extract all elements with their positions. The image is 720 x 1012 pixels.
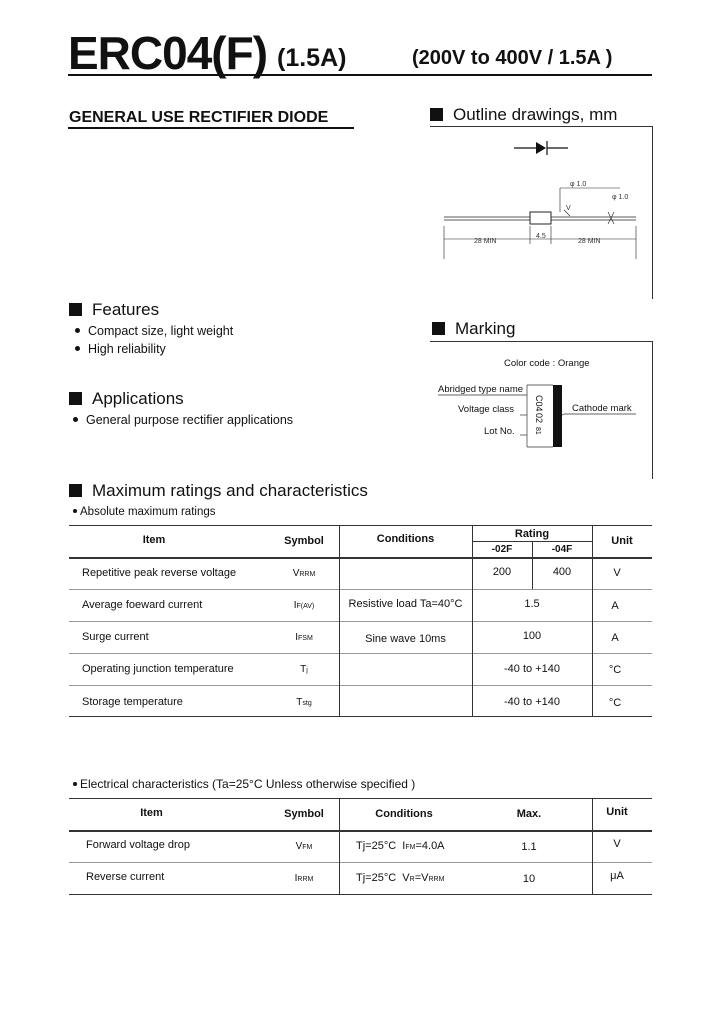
row-symbol xyxy=(269,841,339,852)
symbol-subscript: F(AV) xyxy=(296,603,315,610)
marking-diagram xyxy=(430,341,652,478)
col-header-rating: Rating xyxy=(514,528,550,540)
feature-item-text: High reliability xyxy=(88,342,166,356)
row-symbol xyxy=(269,568,339,579)
row-conditions xyxy=(356,872,444,884)
table-rule xyxy=(69,653,652,654)
symbol-letter: V xyxy=(295,841,303,852)
symbol-letter: I xyxy=(295,632,298,643)
square-bullet-icon xyxy=(69,484,82,497)
features-heading xyxy=(69,300,159,320)
electrical-subheading xyxy=(73,776,415,792)
row-conditions xyxy=(356,840,445,852)
square-bullet-icon xyxy=(69,303,82,316)
symbol-subscript: RRM xyxy=(299,571,316,578)
row-unit: V xyxy=(613,838,621,850)
table-rule xyxy=(69,894,652,895)
ratings-heading xyxy=(69,481,368,501)
row-symbol xyxy=(269,873,339,884)
row-unit: μA xyxy=(610,870,624,882)
table-rule xyxy=(592,525,593,717)
row-max: 10 xyxy=(522,873,536,885)
col-header-unit: Unit xyxy=(606,806,628,818)
symbol-letter: I xyxy=(293,600,297,611)
row-symbol xyxy=(269,664,339,675)
ratings-heading-text: Maximum ratings and characteristics xyxy=(92,481,368,500)
col-header-symbol: Symbol xyxy=(284,535,324,547)
row-unit: °C xyxy=(608,664,622,676)
row-unit: V xyxy=(613,567,621,579)
electrical-subheading-text: Electrical characteristics (Ta=25°C Unless otherwise specified ) xyxy=(80,777,416,791)
row-value: 100 xyxy=(522,630,542,642)
row-item: Average foeward current xyxy=(82,599,203,611)
row-symbol xyxy=(269,600,339,611)
col-header-conditions: Conditions xyxy=(375,808,433,820)
symbol-letter: T xyxy=(300,664,307,675)
row-value-02f: 200 xyxy=(492,566,512,578)
device-description: GENERAL USE RECTIFIER DIODE xyxy=(69,109,329,126)
square-bullet-icon xyxy=(430,108,443,121)
dim-lead-left: 28 MIN xyxy=(474,238,497,245)
dim-body-dia: φ 1.0 xyxy=(570,181,587,188)
row-unit: °C xyxy=(608,697,622,709)
square-bullet-icon xyxy=(432,322,445,335)
row-unit: A xyxy=(611,600,619,612)
symbol-letter: V xyxy=(292,568,300,579)
row-symbol xyxy=(269,697,339,708)
condition-temp: Tj=25°C xyxy=(356,840,397,852)
col-header-04f: -04F xyxy=(551,544,573,555)
dim-lead-right: 28 MIN xyxy=(578,238,601,245)
col-header-item: Item xyxy=(140,807,163,819)
feature-item-text: Compact size, light weight xyxy=(88,324,234,338)
col-header-02f: -02F xyxy=(491,544,513,555)
condition-temp: Tj=25°C xyxy=(356,872,397,884)
marking-heading-text: Marking xyxy=(455,319,516,338)
row-value: -40 to +140 xyxy=(504,696,560,708)
row-item: Repetitive peak reverse voltage xyxy=(82,567,237,579)
ratings-table xyxy=(69,525,652,717)
outline-heading xyxy=(430,105,617,125)
symbol-letter: T xyxy=(296,697,303,708)
table-rule xyxy=(339,525,340,717)
table-rule xyxy=(69,798,652,799)
applications-heading-text: Applications xyxy=(92,389,184,408)
table-rule xyxy=(69,862,652,863)
symbol-subscript: FM xyxy=(302,844,313,851)
bullet-icon xyxy=(73,782,77,786)
marking-heading xyxy=(432,319,515,339)
cathode-mark-label: Cathode mark xyxy=(572,403,632,414)
row-item: Storage temperature xyxy=(82,696,183,708)
condition-subscript: RRM xyxy=(428,876,445,883)
table-rule xyxy=(69,830,652,832)
condition-subscript: FM xyxy=(405,844,416,851)
mark-lot-code: 81 xyxy=(534,427,541,435)
row-value-04f: 400 xyxy=(552,566,572,578)
col-header-item: Item xyxy=(142,534,166,546)
voltage-range-title: (200V to 400V / 1.5A ) xyxy=(412,47,613,69)
dim-v-label: V xyxy=(566,205,571,212)
square-bullet-icon xyxy=(69,392,82,405)
mark-type-code: C04 xyxy=(534,395,544,412)
row-value: 1.5 xyxy=(524,598,540,610)
condition-subscript: R xyxy=(409,876,415,883)
symbol-subscript: FSM xyxy=(298,635,313,642)
color-code-label: Color code : Orange xyxy=(504,358,590,369)
part-number-title: ERC04(F) xyxy=(68,27,268,79)
application-item-text: General purpose rectifier applications xyxy=(86,413,294,427)
outline-drawing xyxy=(430,126,652,298)
row-item: Surge current xyxy=(82,631,149,643)
col-header-unit: Unit xyxy=(611,535,633,547)
mark-voltage-code: 02 xyxy=(534,413,544,424)
row-item: Forward voltage drop xyxy=(86,839,190,851)
condition-value: =V xyxy=(414,872,429,884)
condition-symbol: I xyxy=(402,840,406,852)
row-conditions: Resistive load Ta=40°C xyxy=(348,598,463,610)
applications-heading xyxy=(69,389,184,409)
application-item xyxy=(73,412,293,428)
row-unit: A xyxy=(611,632,619,644)
row-value: -40 to +140 xyxy=(504,663,560,675)
table-rule xyxy=(69,685,652,686)
row-conditions: Sine wave 10ms xyxy=(365,633,446,645)
table-rule xyxy=(69,525,652,526)
symbol-subscript: RRM xyxy=(297,876,314,883)
row-symbol xyxy=(269,632,339,643)
feature-item xyxy=(75,341,166,357)
col-header-max: Max. xyxy=(516,808,542,820)
diode-package-drawing xyxy=(444,188,636,259)
symbol-subscript: j xyxy=(306,667,308,674)
dim-body-length: 4.5 xyxy=(536,233,546,240)
row-item: Reverse current xyxy=(86,871,165,883)
symbol-letter: I xyxy=(294,873,298,884)
outline-heading-text: Outline drawings, mm xyxy=(453,105,618,124)
title-underline xyxy=(68,74,652,76)
dim-lead-dia: φ 1.0 xyxy=(612,194,629,201)
electrical-table xyxy=(69,798,652,895)
absolute-ratings-subheading xyxy=(73,504,216,520)
cathode-band xyxy=(553,385,562,447)
description-underline xyxy=(68,127,354,129)
row-max: 1.1 xyxy=(521,841,537,853)
bullet-icon xyxy=(73,509,77,513)
abridged-type-label: Abridged type name xyxy=(438,384,524,395)
col-header-conditions: Conditions xyxy=(376,533,435,545)
table-rule xyxy=(69,716,652,717)
current-rating-title: (1.5A) xyxy=(277,44,347,72)
features-heading-text: Features xyxy=(92,300,160,319)
bullet-icon xyxy=(75,328,80,333)
col-header-symbol: Symbol xyxy=(284,808,324,820)
bullet-icon xyxy=(75,346,80,351)
absolute-ratings-subheading-text: Absolute maximum ratings xyxy=(80,506,216,518)
bullet-icon xyxy=(73,417,78,422)
row-item: Operating junction temperature xyxy=(82,663,234,675)
symbol-subscript: stg xyxy=(302,700,312,707)
lot-no-label: Lot No. xyxy=(484,426,515,437)
table-rule xyxy=(69,557,652,559)
table-rule xyxy=(69,589,652,590)
condition-symbol: V xyxy=(402,872,410,884)
voltage-class-label: Voltage class xyxy=(458,404,514,415)
condition-value: =4.0A xyxy=(415,840,445,852)
feature-item xyxy=(75,323,233,339)
table-rule xyxy=(69,621,652,622)
diode-symbol-icon xyxy=(514,141,568,155)
